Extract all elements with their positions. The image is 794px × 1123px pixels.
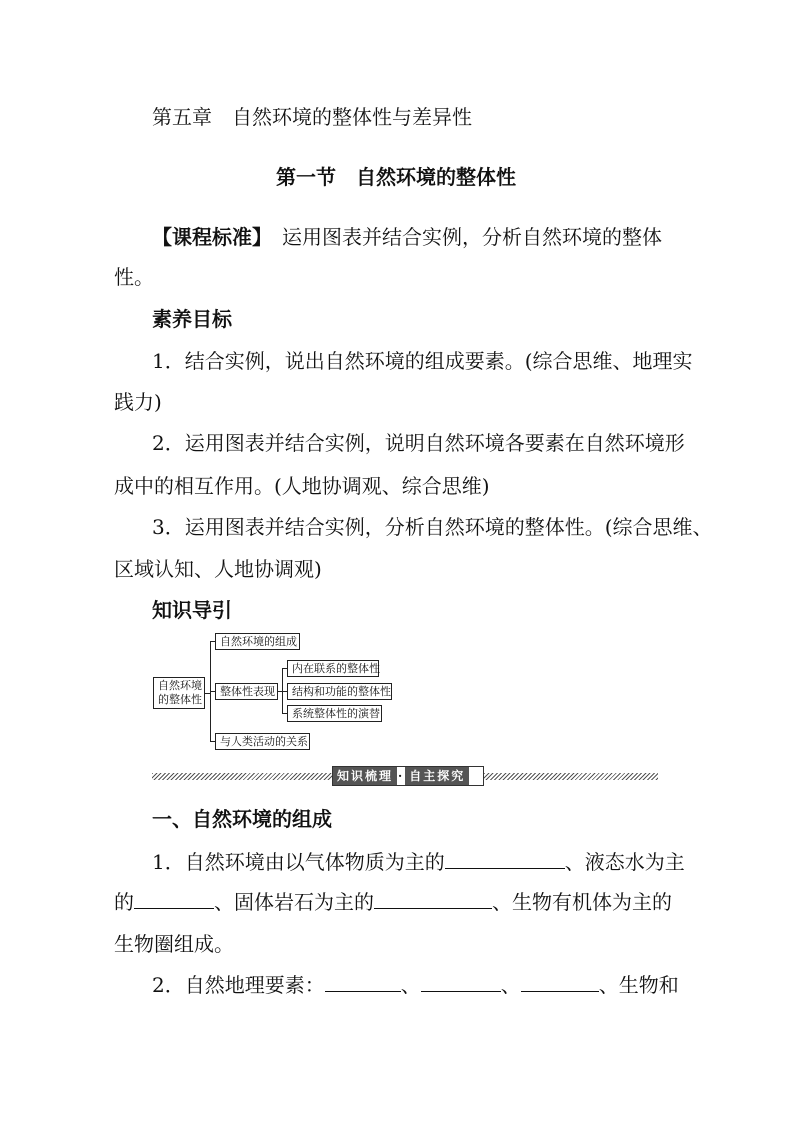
- question-2-sep-1: 、: [400, 973, 421, 997]
- mind-map-root-line-2: 的整体性: [158, 693, 202, 706]
- curriculum-line-2: 性。: [114, 265, 154, 289]
- mind-map-root: [153, 677, 205, 709]
- mind-map-child-structure-function: 结构和功能的整体性: [287, 683, 392, 700]
- blank-element-1[interactable]: [325, 973, 401, 992]
- blank-element-2[interactable]: [421, 973, 501, 992]
- mind-map-root-line-1: 自然环境: [158, 679, 202, 692]
- mind-map-child-succession: 系统整体性的演替: [287, 705, 382, 722]
- banner-hatch-left: [152, 773, 332, 780]
- question-1-text-d: 、固体岩石为主的: [214, 890, 374, 914]
- banner-hatch-right: [484, 773, 658, 780]
- question-1-line-2: [114, 890, 672, 914]
- literacy-item-3-line-1: 3．运用图表并结合实例，分析自然环境的整体性。(综合思维、: [152, 515, 713, 539]
- literacy-item-1-line-1: 1．结合实例，说出自然环境的组成要素。(综合思维、地理实: [152, 349, 693, 373]
- literacy-item-2-line-2: 成中的相互作用。(人地协调观、综合思维): [114, 474, 490, 498]
- curriculum-text: 运用图表并结合实例，分析自然环境的整体: [262, 225, 662, 249]
- mind-map-branch-human-activity: 与人类活动的关系: [215, 733, 310, 750]
- question-2-line-1: [152, 973, 679, 997]
- curriculum-line-1: [152, 225, 662, 249]
- question-1-text-b: 、液态水为主: [564, 850, 685, 874]
- mind-map-branch-manifestation: 整体性表现: [215, 683, 278, 700]
- question-1-line-1: [152, 850, 685, 874]
- question-1-text-e: 、生物有机体为主的: [492, 890, 672, 914]
- knowledge-guide-heading: 知识导引: [152, 598, 232, 622]
- literacy-item-3-line-2: 区域认知、人地协调观): [114, 557, 322, 581]
- question-2-sep-2: 、: [500, 973, 521, 997]
- chapter-heading: 第五章 自然环境的整体性与差异性: [152, 105, 472, 129]
- curriculum-label: 【课程标准】: [152, 225, 262, 249]
- banner-dot: ·: [398, 769, 405, 783]
- blank-atmosphere[interactable]: [445, 850, 565, 869]
- banner-part-1: 知识梳理: [333, 767, 397, 785]
- blank-element-3[interactable]: [521, 973, 599, 992]
- mind-map-child-internal-connection: 内在联系的整体性: [287, 660, 379, 677]
- question-1-text-a: 1．自然环境由以气体物质为主的: [152, 850, 445, 874]
- question-2-text-end: 、生物和: [598, 973, 679, 997]
- question-1-text-c: 的: [114, 890, 134, 914]
- part-one-heading: 一、自然环境的组成: [152, 807, 332, 831]
- blank-hydrosphere[interactable]: [134, 890, 214, 909]
- blank-lithosphere[interactable]: [374, 890, 492, 909]
- literacy-item-1-line-2: 践力): [114, 390, 162, 414]
- banner-part-2: 自主探究: [405, 767, 469, 785]
- banner-label: [332, 766, 484, 786]
- mind-map-branch-composition: 自然环境的组成: [215, 633, 300, 650]
- section-title: 第一节 自然环境的整体性: [276, 165, 516, 189]
- literacy-heading: 素养目标: [152, 307, 232, 331]
- literacy-item-2-line-1: 2．运用图表并结合实例，说明自然环境各要素在自然环境形: [152, 431, 685, 455]
- question-1-line-3: 生物圈组成。: [114, 932, 234, 956]
- question-2-text-a: 2．自然地理要素：: [152, 973, 325, 997]
